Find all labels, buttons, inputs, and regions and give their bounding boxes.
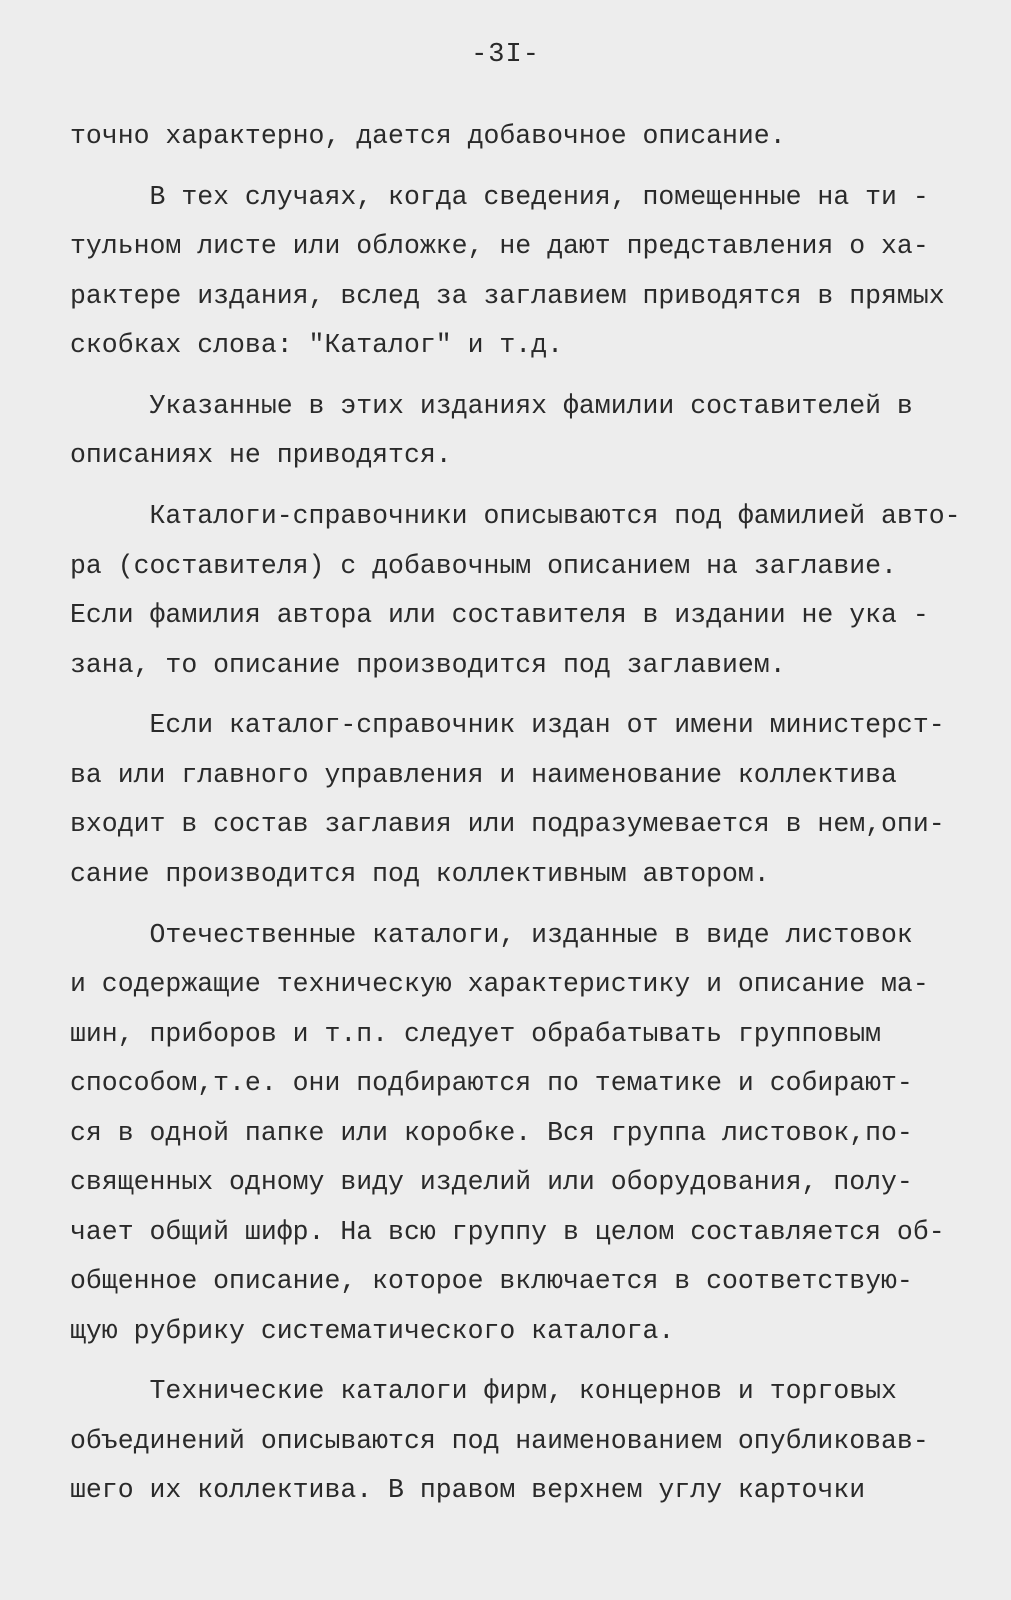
text-line: священных одному виду изделий или оборудования, полу-: [70, 1167, 913, 1197]
text-line: рактере издания, вслед за заглавием приводятся в прямых: [70, 281, 945, 311]
text-line: ва или главного управления и наименование коллектива: [70, 760, 897, 790]
text-line: описаниях не приводятся.: [70, 440, 452, 470]
text-line: Технические каталоги фирм, концернов и торговых: [70, 1376, 897, 1406]
text-line: объединений описываются под наименованием опубликовав-: [70, 1426, 929, 1456]
text-line: Если каталог-справочник издан от имени министерст-: [70, 710, 945, 740]
text-line: шего их коллектива. В правом верхнем углу карточки: [70, 1475, 866, 1505]
text-line: ся в одной папке или коробке. Вся группа листовок,по-: [70, 1118, 913, 1148]
text-line: чает общий шифр. На всю группу в целом составляется об-: [70, 1217, 945, 1247]
text-line: Если фамилия автора или составителя в издании не ука -: [70, 600, 929, 630]
text-line: общенное описание, которое включается в соответствую-: [70, 1266, 913, 1296]
page-number: -3I-: [471, 40, 540, 70]
text-line: В тех случаях, когда сведения, помещенные на ти -: [70, 182, 929, 212]
text-line: зана, то описание производится под заглавием.: [70, 650, 786, 680]
text-line: Каталоги-справочники описываются под фамилией авто-: [70, 501, 961, 531]
text-line: щую рубрику систематического каталога.: [70, 1316, 675, 1346]
text-line: шин, приборов и т.п. следует обрабатывать групповым: [70, 1019, 882, 1049]
text-line: точно характерно, дается добавочное описание.: [70, 121, 786, 151]
text-line: входит в состав заглавия или подразумевается в нем,опи-: [70, 809, 945, 839]
text-line: тульном листе или обложке, не дают представления о ха-: [70, 231, 929, 261]
text-line: скобках слова: "Каталог" и т.д.: [70, 330, 563, 360]
text-line: и содержащие техническую характеристику и описание ма-: [70, 969, 929, 999]
text-line: способом,т.е. они подбираются по тематике и собирают-: [70, 1068, 913, 1098]
text-line: сание производится под коллективным автором.: [70, 859, 770, 889]
text-line: Указанные в этих изданиях фамилии составителей в: [70, 391, 913, 421]
text-line: ра (составителя) с добавочным описанием на заглавие.: [70, 551, 897, 581]
text-line: Отечественные каталоги, изданные в виде листовок: [70, 920, 913, 950]
